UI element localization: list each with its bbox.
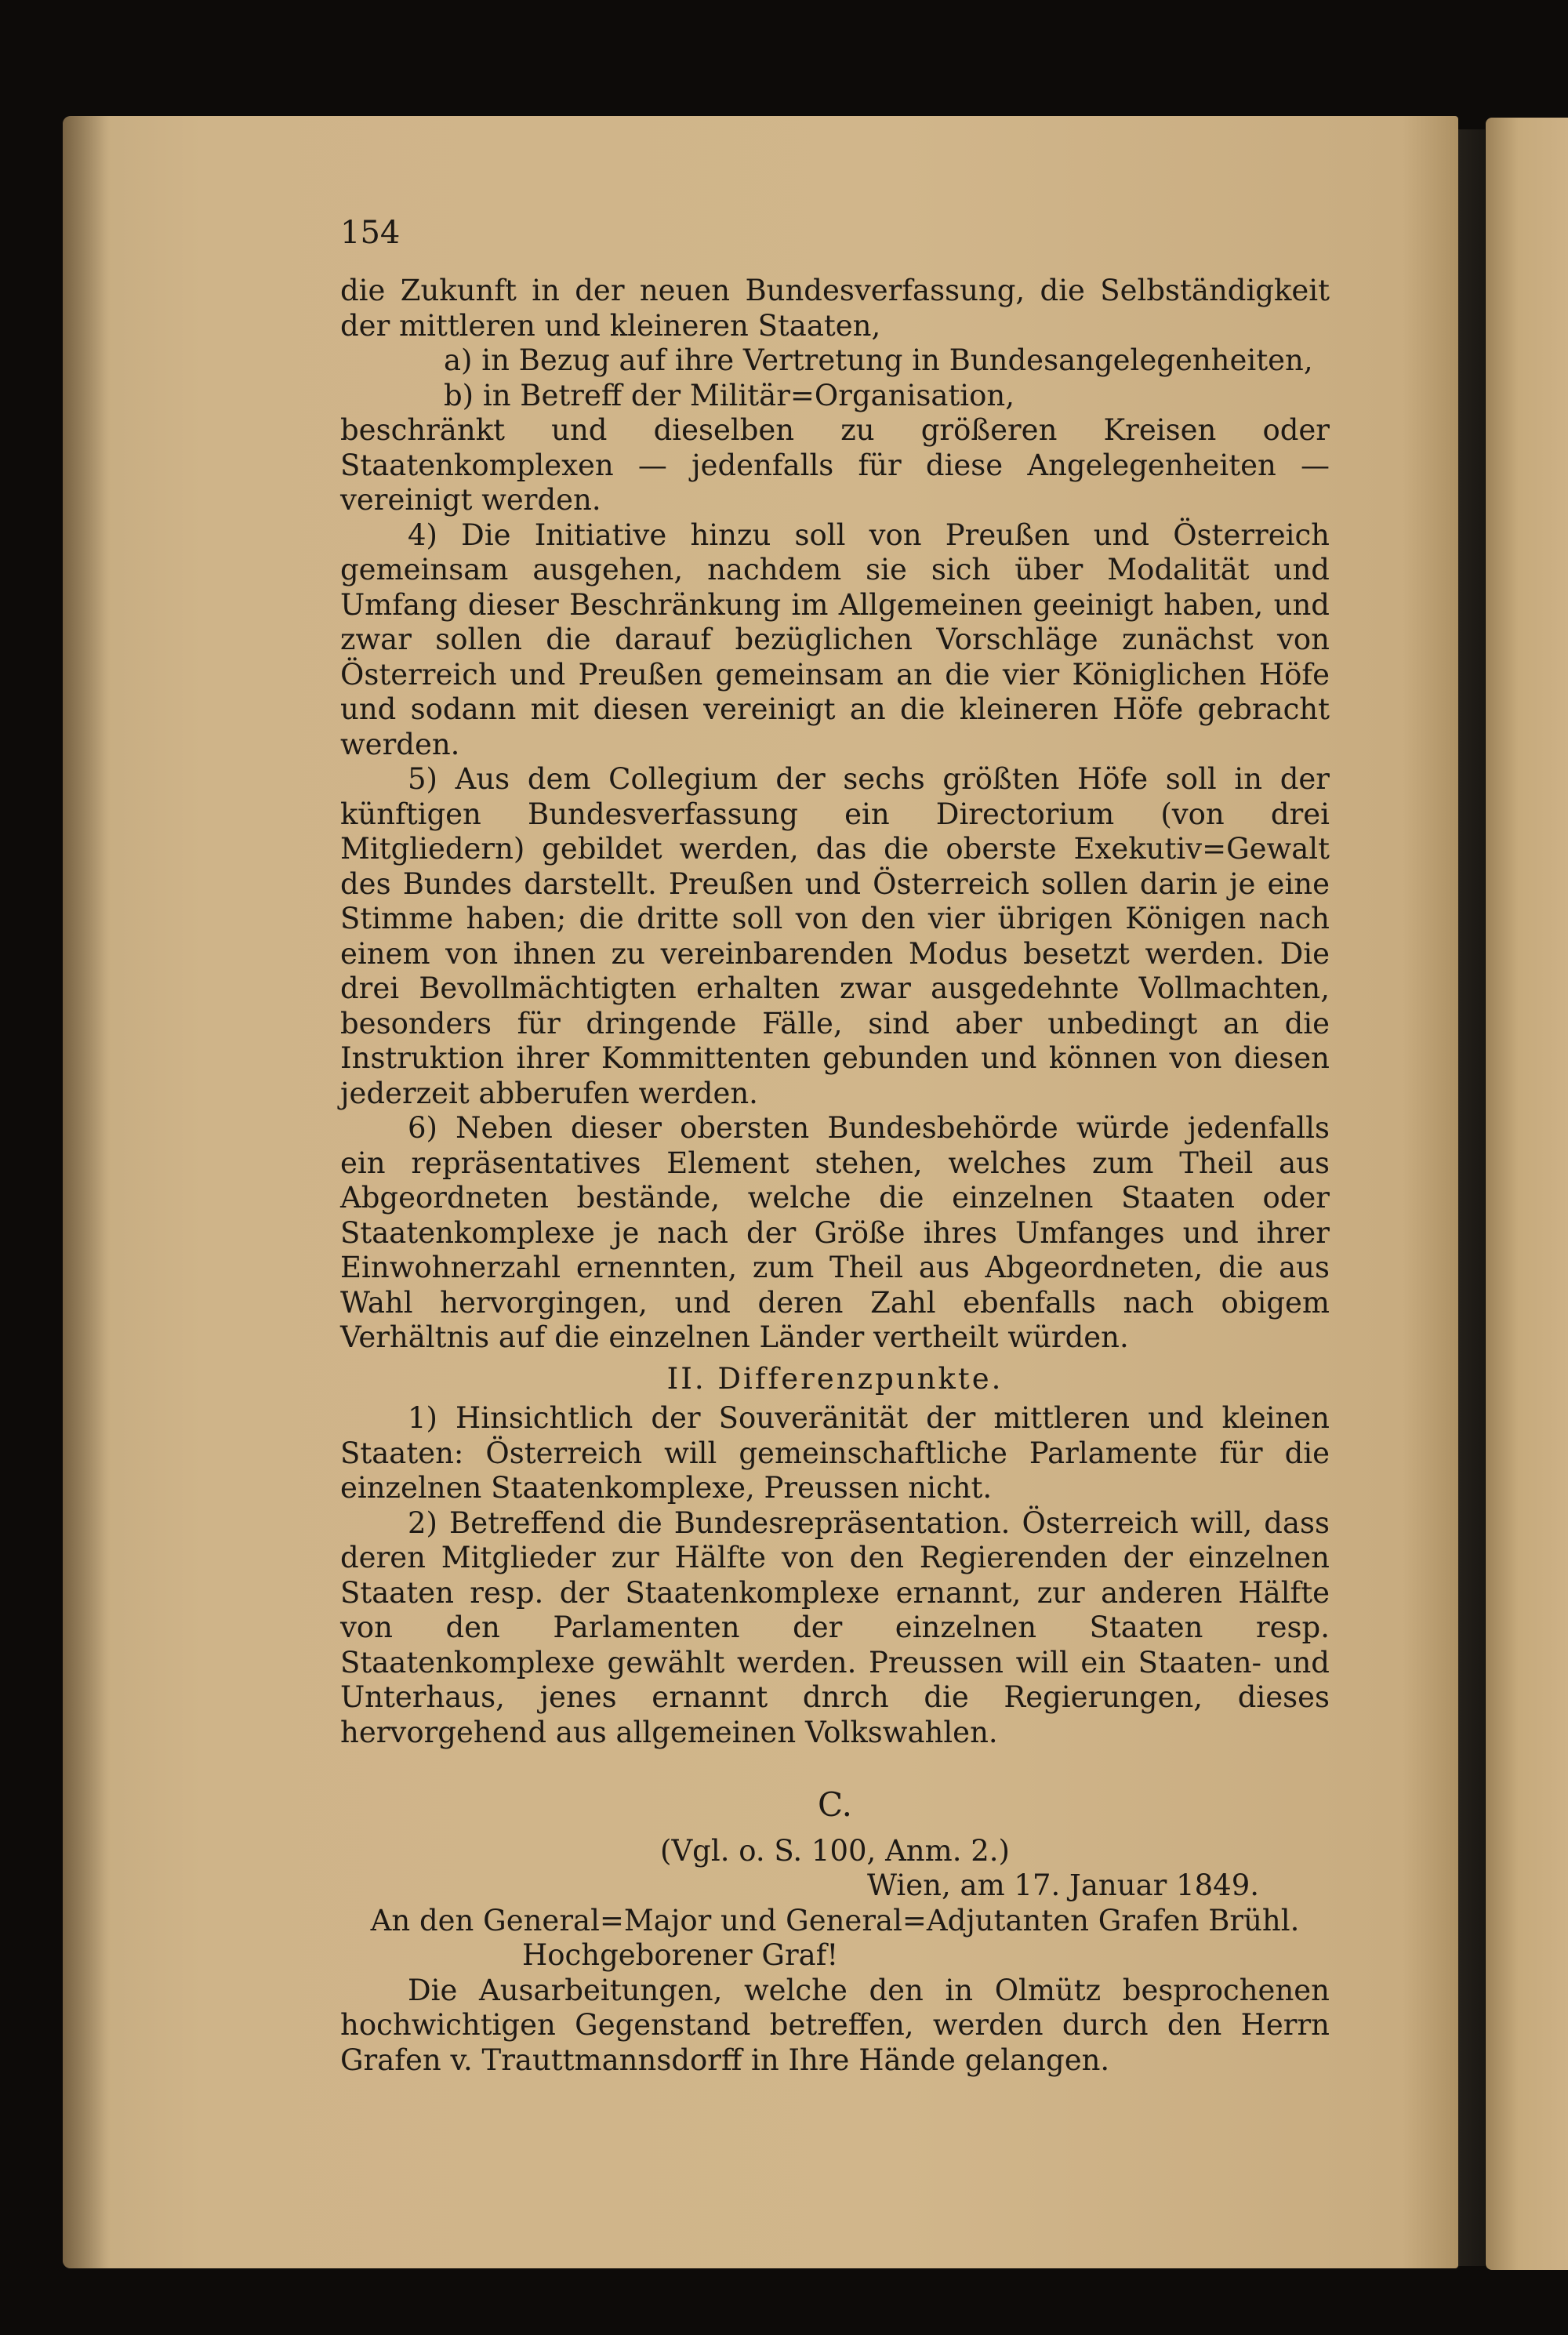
letter-body: Die Ausarbeitungen, welche den in Olmütz besprochenen hochwichtigen Gegenstand betreffen, werden durch den Herrn Grafen v. Trauttmannsdorff in Ihre Hände gelangen. <box>340 1973 1330 2077</box>
letter-salutation: Hochgeborener Graf! <box>522 1938 839 1972</box>
paragraph-6: 6) Neben dieser obersten Bundesbehörde würde jedenfalls ein repräsentatives Element stehen, welches zum Theil aus Abgeordneten bestände, welche die einzelnen Staaten oder Staatenkomplexe je nach der Größe ihres Umfanges und ihrer Einwohnerzahl ernennten, zum Theil aus Abgeordneten, die aus Wahl hervorgingen, und deren Zahl ebenfalls nach obigem Verhältnis auf die einzelnen Länder vertheilt würden. <box>340 1111 1330 1354</box>
list-item-a: a) in Bezug auf ihre Vertretung in Bundesangelegenheiten, <box>444 343 1313 377</box>
page-text-block <box>340 216 1330 2078</box>
page-gutter-shadow <box>63 116 110 2268</box>
page-edge-gap <box>1458 129 1485 2266</box>
paragraph-beschraenkt: beschränkt und dieselben zu größeren Kreisen oder Staatenkomplexen — jedenfalls für diese Angelegenheiten — vereinigt werden. <box>340 413 1330 517</box>
section-heading-differenzpunkte: II. Differenzpunkte. <box>666 1361 1004 1396</box>
next-page-edge <box>1486 118 1568 2270</box>
paragraph-intro: die Zukunft in der neuen Bundesverfassung, die Selbständigkeit der mittleren und kleineren Staaten, <box>340 274 1330 343</box>
reference-note: (Vgl. o. S. 100, Anm. 2.) <box>660 1833 1010 1868</box>
paragraph-4: 4) Die Initiative hinzu soll von Preußen und Österreich gemeinsam ausgehen, nachdem sie sich über Modalität und Umfang dieser Beschränkung im Allgemeinen geeinigt haben, und zwar sollen die darauf bezüglichen Vorschläge zunächst von Österreich und Preußen gemeinsam an die vier Königlichen Höfe und sodann mit diesen vereinigt an die kleineren Höfe gebracht werden. <box>340 517 1330 761</box>
page-number: 154 <box>340 215 401 251</box>
list-item-b: b) in Betreff der Militär=Organisation, <box>444 378 1014 412</box>
difference-point-2: 2) Betreffend die Bundesrepräsentation. Österreich will, dass deren Mitglieder zur Hälfte von den Regierenden der einzelnen Staaten resp. der Staatenkomplexe ernannt, zur anderen Hälfte von den Parlamenten der einzelnen Staaten resp. Staatenkomplexe gewählt werden. Preussen will ein Staaten- und Unterhaus, jenes ernannt dnrch die Regierungen, dieses hervorgehend aus allgemeinen Volkswahlen. <box>340 1505 1330 1749</box>
section-heading-c: C. <box>818 1785 852 1824</box>
paragraph-5: 5) Aus dem Collegium der sechs größten Höfe soll in der künftigen Bundesverfassung ein Directorium (von drei Mitgliedern) gebildet werden, das die oberste Exekutiv=Gewalt des Bundes darstellt. Preußen und Österreich sollen darin je eine Stimme haben; die dritte soll von den vier übrigen Königen nach einem von ihnen zu vereinbarenden Modus besetzt werden. Die drei Bevollmächtigten erhalten zwar ausgedehnte Vollmachten, besonders für dringende Fälle, sind aber unbedingt an die Instruktion ihrer Kommittenten gebunden und können von diesen jederzeit abberufen werden. <box>340 762 1330 1110</box>
letter-date: Wien, am 17. Januar 1849. <box>867 1868 1259 1902</box>
letter-addressee: An den General=Major und General=Adjutanten Grafen Brühl. <box>370 1903 1300 1937</box>
difference-point-1: 1) Hinsichtlich der Souveränität der mittleren und kleinen Staaten: Österreich will gemeinschaftliche Parlamente für die einzelnen Staatenkomplexe, Preussen nicht. <box>340 1401 1330 1505</box>
